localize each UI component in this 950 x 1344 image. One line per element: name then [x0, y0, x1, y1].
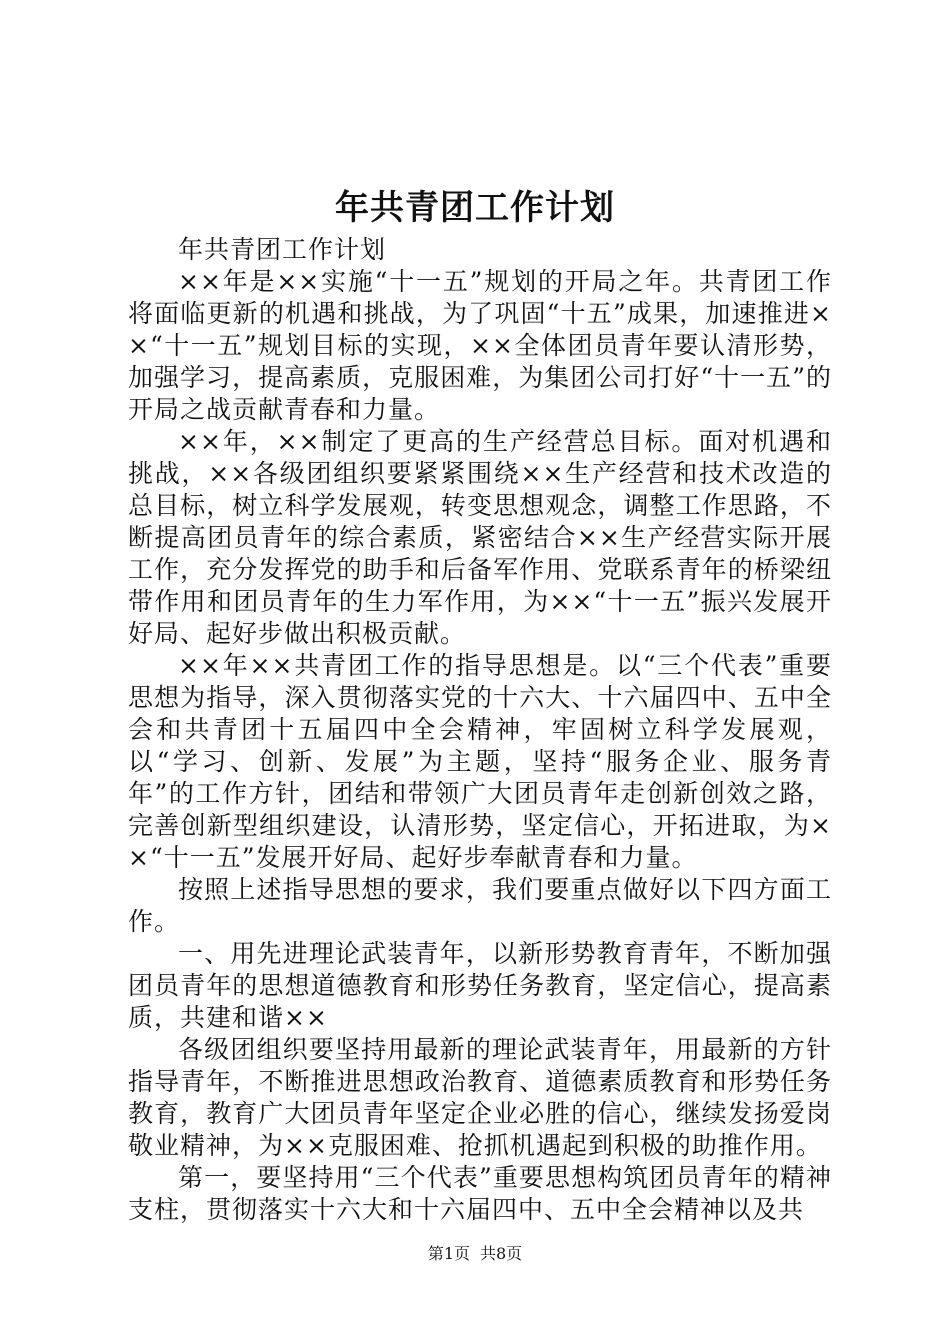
paragraph-goals: ××年，××制定了更高的生产经营总目标。面对机遇和挑战，××各级团组织要紧紧围绕××生产经营和技术改造的总目标，树立科学发展观，转变思想观念，调整工作思路，不断提高团员青年的综合素质，紧密结合××生产经营实际开展工作，充分发挥党的助手和后备军作用、党联系青年的桥梁纽带作用和团员青年的生力军作用，为××“十一五”振兴发展开好局、起好步做出积极贡献。 — [128, 427, 832, 648]
paragraph-section-one-heading: 一、用先进理论武装青年，以新形势教育青年，不断加强团员青年的思想道德教育和形势任务教育，坚定信心，提高素质，共建和谐×× — [128, 939, 832, 1032]
page-footer — [0, 1243, 950, 1265]
paragraph-section-one-body: 各级团组织要坚持用最新的理论武装青年，用最新的方针指导青年，不断推进思想政治教育、道德素质教育和形势任务教育，教育广大团员青年坚定企业必胜的信心，继续发扬爱岗敬业精神，为××克服困难、抢抓机遇起到积极的助推作用。 — [128, 1035, 832, 1160]
subtitle-line: 年共青团工作计划 — [178, 235, 387, 264]
paragraph-guiding-thought: ××年××共青团工作的指导思想是。以“三个代表”重要思想为指导，深入贯彻落实党的十六大、十六届四中、五中全会和共青团十五届四中全会精神，牢固树立科学发展观，以“学习、创新、发展”为主题，坚持“服务企业、服务青年”的工作方针，团结和带领广大团员青年走创新创效之路，完善创新型组织建设，认清形势，坚定信心，开拓进取，为××“十一五”发展开好局、起好步奉献青春和力量。 — [128, 651, 832, 872]
document-body — [128, 234, 832, 1226]
paragraph-intro: ××年是××实施“十一五”规划的开局之年。共青团工作将面临更新的机遇和挑战，为了巩固“十五”成果，加速推进××“十一五”规划目标的实现，××全体团员青年要认清形势，加强学习，提高素质，克服困难，为集团公司打好“十一五”的开局之战贡献青春和力量。 — [128, 267, 832, 424]
page-number: 第1页 — [427, 1244, 470, 1263]
page-total: 共8页 — [480, 1244, 523, 1263]
page-title: 年共青团工作计划 — [335, 188, 615, 228]
paragraph-first-point: 第一，要坚持用“三个代表”重要思想构筑团员青年的精神支柱，贯彻落实十六大和十六届四中、五中全会精神以及共 — [128, 1163, 832, 1224]
paragraph-four-tasks: 按照上述指导思想的要求，我们要重点做好以下四方面工作。 — [128, 875, 832, 936]
